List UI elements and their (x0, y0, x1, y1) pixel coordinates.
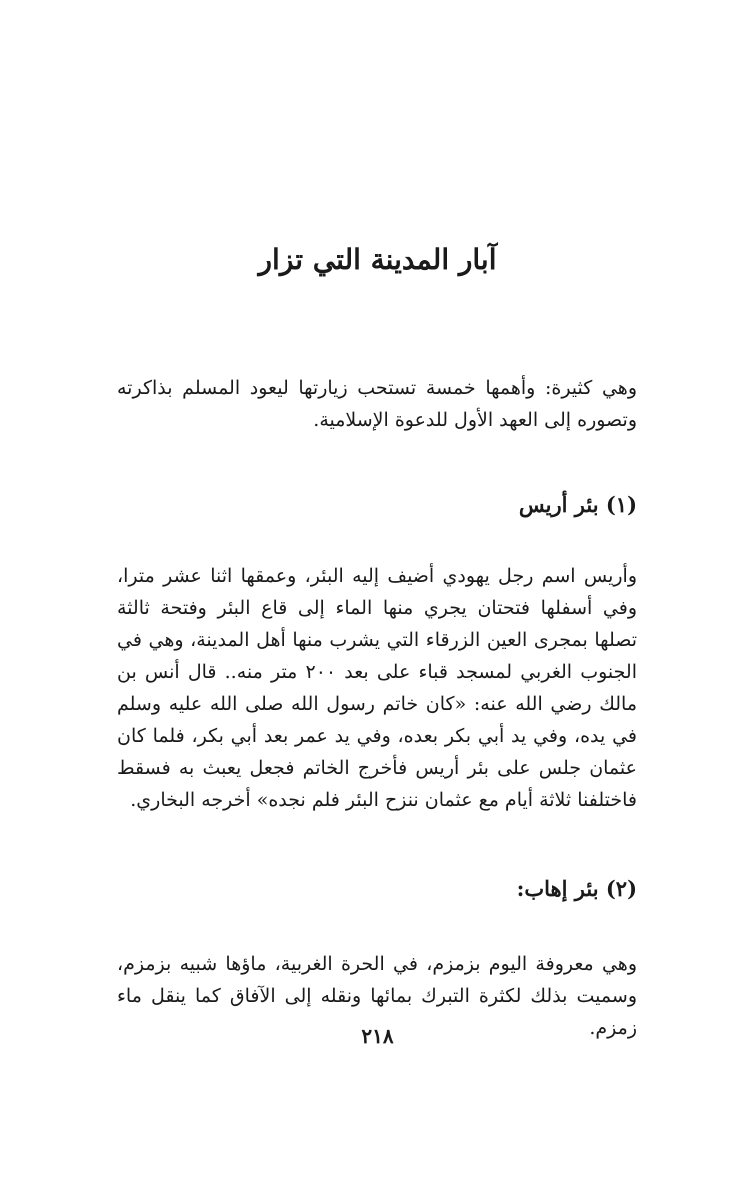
section-heading-bir-aris: (١) بئر أريس (518, 492, 637, 517)
page-number: ٢١٨ (361, 1024, 394, 1048)
section-body-bir-aris: وأريس اسم رجل يهودي أضيف إليه البئر، وعمقها اثنا عشر مترا، وفي أسفلها فتحتان يجري منها الماء إلى قاع البئر وفتحة ثالثة تصلها بمجرى العين الزرقاء التي يشرب منها أهل المدينة، وهي في الجنوب الغربي لمسجد قباء على بعد ٢٠٠ متر منه.. قال أنس بن مالك رضي الله عنه: «كان خاتم رسول الله صلى الله عليه وسلم في يده، وفي يد أبي بكر بعده، وفي يد عمر بعد أبي بكر، فلما كان عثمان جلس على بئر أريس فأخرج الخاتم فجعل يعبث به فسقط فاختلفنا ثلاثة أيام مع عثمان ننزح البئر فلم نجده» أخرجه البخاري. (117, 565, 637, 811)
section-body-bir-ihab: وهي معروفة اليوم بزمزم، في الحرة الغربية، ماؤها شبيه بزمزم، وسميت بذلك لكثرة التبرك بمائها ونقله إلى الآفاق كما ينقل ماء زمزم. (117, 953, 637, 1039)
section-heading-bir-ihab: (٢) بئر إهاب: (516, 876, 637, 901)
page-title: آبار المدينة التي تزار (258, 243, 497, 276)
intro-paragraph: وهي كثيرة: وأهمها خمسة تستحب زيارتها ليعود المسلم بذاكرته وتصوره إلى العهد الأول للدعوة الإسلامية. (117, 377, 637, 431)
